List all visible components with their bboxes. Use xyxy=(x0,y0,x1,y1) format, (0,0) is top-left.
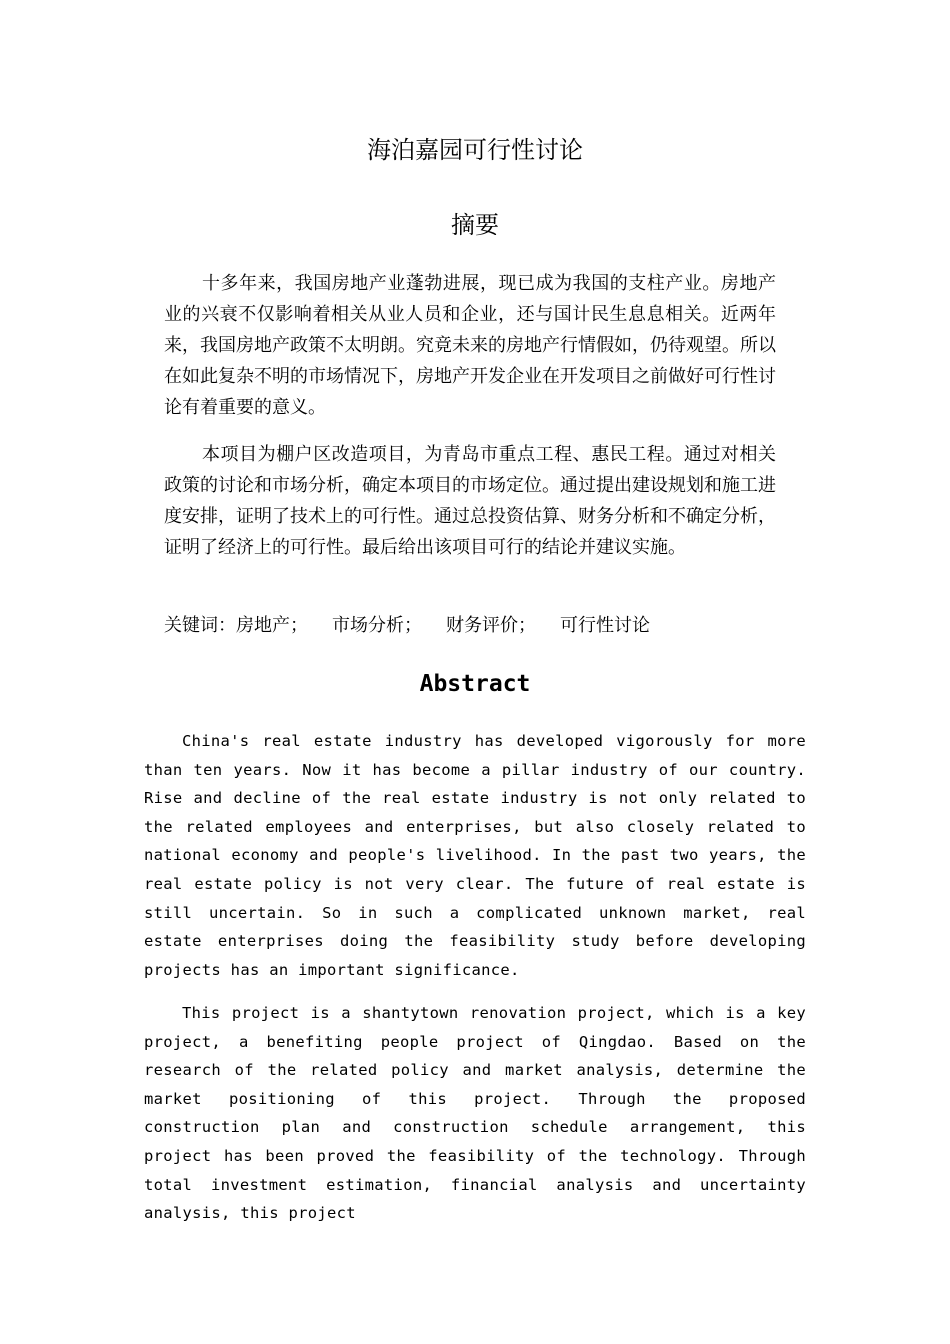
keyword-3: 财务评价 xyxy=(446,615,518,636)
keyword-1: 房地产 xyxy=(236,615,290,636)
document-title: 海泊嘉园可行性讨论 xyxy=(367,136,583,164)
keyword-separator: ； xyxy=(518,615,536,636)
english-abstract-paragraph-1: China's real estate industry has developed vigorously for more than ten years. Now it has become a pillar industry of our country. Rise and decline of the real estate industry is not only related to the related employees and enterprises, but also closely related to national economy and people's livelihood. In the past two years, the real estate policy is not very clear. The future of real estate is still uncertain. So in such a complicated unknown market, real estate enterprises doing the feasibility study before developing projects has an important significance. xyxy=(144,732,806,979)
keyword-2: 市场分析 xyxy=(332,615,404,636)
keywords-label: 关键词： xyxy=(164,615,236,636)
english-abstract-heading: Abstract xyxy=(419,671,531,697)
keyword-separator: ； xyxy=(404,615,422,636)
keyword-separator: ； xyxy=(290,615,308,636)
english-abstract-paragraph-2: This project is a shantytown renovation project, which is a key project, a benefiting people project of Qingdao. Based on the research of the related policy and market analysis, determine the market positioning of this project. Through the proposed construction plan and construction schedule arrangement, this project has been proved the feasibility of the technology. Through total investment estimation, financial analysis and uncertainty analysis, this project xyxy=(144,1004,806,1223)
chinese-abstract-heading: 摘要 xyxy=(451,211,499,239)
chinese-abstract-paragraph-2: 本项目为棚户区改造项目，为青岛市重点工程、惠民工程。通过对相关政策的讨论和市场分析，确定本项目的市场定位。通过提出建设规划和施工进度安排，证明了技术上的可行性。通过总投资估算、财务分析和不确定分析，证明了经济上的可行性。最后给出该项目可行的结论并建议实施。 xyxy=(164,444,776,558)
chinese-abstract-paragraph-1: 十多年来，我国房地产业蓬勃进展，现已成为我国的支柱产业。房地产业的兴衰不仅影响着相关从业人员和企业，还与国计民生息息相关。近两年来，我国房地产政策不太明朗。究竟未来的房地产行情假如，仍待观望。所以在如此复杂不明的市场情况下，房地产开发企业在开发项目之前做好可行性讨论有着重要的意义。 xyxy=(164,273,776,418)
keywords-line xyxy=(164,610,776,642)
keyword-4: 可行性讨论 xyxy=(560,615,650,636)
